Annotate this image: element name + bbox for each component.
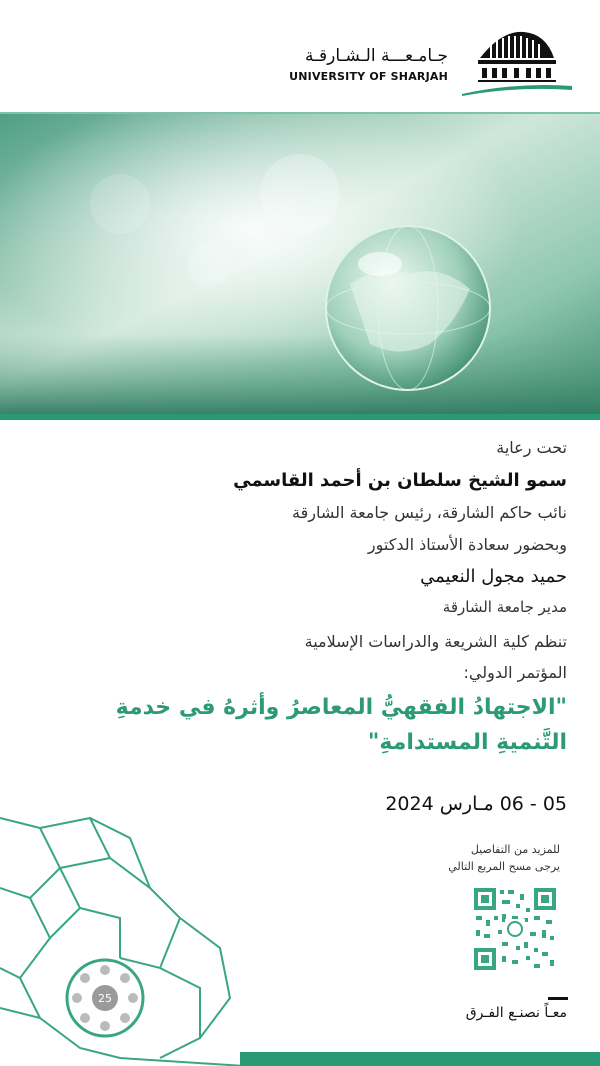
patronage-label: تحت رعاية	[496, 438, 567, 457]
more-info-text: للمزيد من التفاصيل	[470, 843, 560, 856]
attendance-label: وبحضور سعادة الأستاذ الدكتور	[367, 535, 567, 554]
slogan-text: معـاً نصنـع الفـرق	[465, 1005, 567, 1021]
organizer-text: تنظم كلية الشريعة والدراسات الإسلامية	[304, 632, 567, 651]
logo-english-text: UNIVERSITY OF SHARJAH	[289, 70, 448, 83]
director-title: مدير جامعة الشارقة	[442, 598, 567, 616]
director-name: حميد مجول النعيمي	[420, 566, 567, 587]
conference-title-line1: "الاجتهادُ الفقهيُّ المعاصرُ وأثرهُ في خدمةِ	[115, 695, 567, 720]
geometric-pattern-decoration	[0, 808, 245, 1066]
university-dome-logo-icon	[462, 24, 572, 96]
qr-code-icon[interactable]	[472, 886, 558, 972]
header	[0, 0, 600, 112]
25-years-badge	[67, 960, 143, 1036]
badge-number: 25	[98, 992, 112, 1005]
conference-label: المؤتمر الدولي:	[463, 663, 567, 682]
slogan-divider	[548, 997, 568, 1000]
patron-title: نائب حاكم الشارقة، رئيس جامعة الشارقة	[292, 503, 567, 522]
conference-title-line2: التَّنميةِ المستدامةِ"	[367, 730, 567, 755]
globe-on-grass-image	[0, 114, 600, 418]
logo-arabic-text: جـامـعـــة الـشـارقـة	[304, 46, 448, 66]
patron-name: سمو الشيخ سلطان بن أحمد القاسمي	[233, 470, 567, 491]
banner-bottom-bar	[0, 414, 600, 420]
footer-accent-bar	[240, 1052, 600, 1066]
scan-instruction-text: يرجى مسح المربع التالي	[448, 860, 560, 873]
event-date: 05 - 06 مـارس 2024	[385, 793, 567, 815]
